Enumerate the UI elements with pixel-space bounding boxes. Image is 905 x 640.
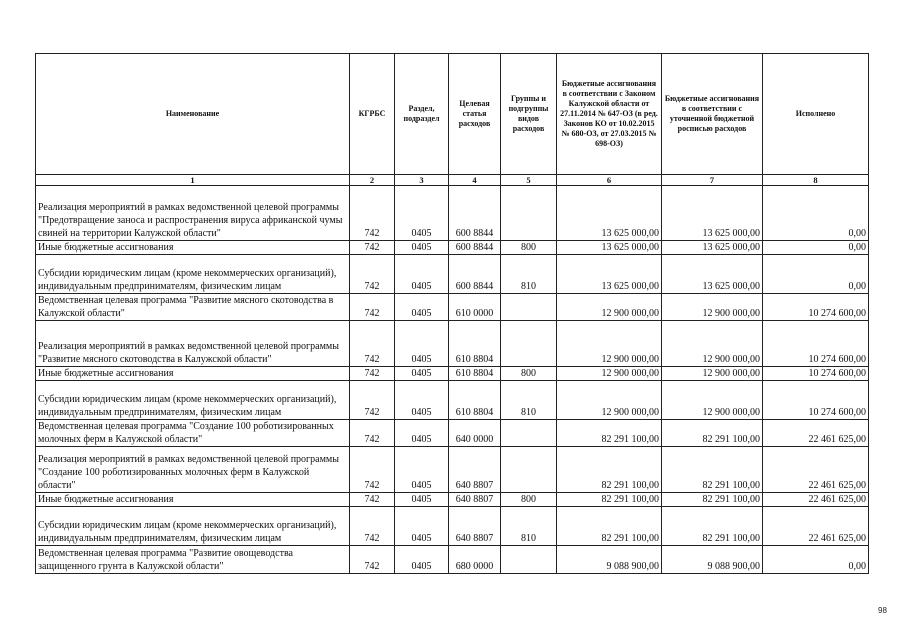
row-law-allocation: 82 291 100,00: [557, 420, 662, 447]
row-kgrbs: 742: [350, 381, 395, 420]
row-kgrbs: 742: [350, 241, 395, 255]
col-number: 6: [557, 175, 662, 186]
row-section: 0405: [395, 447, 449, 493]
row-refined-allocation: 82 291 100,00: [662, 447, 763, 493]
row-target-article: 610 8804: [449, 381, 501, 420]
row-refined-allocation: 12 900 000,00: [662, 321, 763, 367]
row-name: Иные бюджетные ассигнования: [36, 493, 350, 507]
row-expense-type: 810: [501, 255, 557, 294]
row-kgrbs: 742: [350, 507, 395, 546]
row-expense-type: [501, 546, 557, 574]
col-number: 3: [395, 175, 449, 186]
row-expense-type: 800: [501, 493, 557, 507]
row-target-article: 600 8844: [449, 241, 501, 255]
header-expense-type: Группы и подгруппы видов расходов: [501, 54, 557, 175]
header-section: Раздел, подраздел: [395, 54, 449, 175]
table-row: [36, 294, 869, 321]
row-executed: 10 274 600,00: [763, 321, 869, 367]
row-section: 0405: [395, 255, 449, 294]
row-name: Ведомственная целевая программа "Создание 100 роботизированных молочных ферм в Калужской области": [36, 420, 350, 447]
row-expense-type: [501, 420, 557, 447]
header-target-article: Целевая статья расходов: [449, 54, 501, 175]
row-expense-type: [501, 447, 557, 493]
row-refined-allocation: 13 625 000,00: [662, 186, 763, 241]
row-expense-type: 800: [501, 367, 557, 381]
row-executed: 22 461 625,00: [763, 420, 869, 447]
row-name: Иные бюджетные ассигнования: [36, 241, 350, 255]
row-law-allocation: 82 291 100,00: [557, 507, 662, 546]
header-law-allocations: Бюджетные ассигнования в соответствии с Законом Калужской области от 27.11.2014 № 647-ОЗ (в ред. Законов КО от 10.02.2015 № 680-ОЗ, от 27.03.2015 № 698-ОЗ): [557, 54, 662, 175]
row-law-allocation: 13 625 000,00: [557, 241, 662, 255]
table-row: [36, 367, 869, 381]
row-kgrbs: 742: [350, 367, 395, 381]
row-target-article: 640 8807: [449, 447, 501, 493]
row-executed: 22 461 625,00: [763, 493, 869, 507]
row-kgrbs: 742: [350, 546, 395, 574]
row-expense-type: [501, 294, 557, 321]
header-refined-allocations: Бюджетные ассигнования в соответствии с уточненной бюджетной росписью расходов: [662, 54, 763, 175]
row-section: 0405: [395, 367, 449, 381]
row-section: 0405: [395, 493, 449, 507]
row-target-article: 610 8804: [449, 367, 501, 381]
row-refined-allocation: 9 088 900,00: [662, 546, 763, 574]
row-expense-type: 800: [501, 241, 557, 255]
row-law-allocation: 82 291 100,00: [557, 447, 662, 493]
budget-table-sheet: [35, 53, 868, 574]
row-name: Реализация мероприятий в рамках ведомственной целевой программы "Создание 100 роботизированных молочных ферм в Калужской области": [36, 447, 350, 493]
row-refined-allocation: 12 900 000,00: [662, 367, 763, 381]
row-executed: 0,00: [763, 546, 869, 574]
table-body: [36, 186, 869, 574]
row-expense-type: 810: [501, 507, 557, 546]
row-law-allocation: 82 291 100,00: [557, 493, 662, 507]
row-expense-type: 810: [501, 381, 557, 420]
row-target-article: 610 8804: [449, 321, 501, 367]
row-kgrbs: 742: [350, 294, 395, 321]
row-section: 0405: [395, 546, 449, 574]
col-number: 8: [763, 175, 869, 186]
row-kgrbs: 742: [350, 420, 395, 447]
table-row: [36, 321, 869, 367]
row-executed: 22 461 625,00: [763, 447, 869, 493]
row-law-allocation: 13 625 000,00: [557, 186, 662, 241]
row-section: 0405: [395, 321, 449, 367]
row-executed: 10 274 600,00: [763, 367, 869, 381]
row-target-article: 640 8807: [449, 507, 501, 546]
row-name: Ведомственная целевая программа "Развитие мясного скотоводства в Калужской области": [36, 294, 350, 321]
row-refined-allocation: 13 625 000,00: [662, 241, 763, 255]
row-kgrbs: 742: [350, 255, 395, 294]
row-name: Субсидии юридическим лицам (кроме некоммерческих организаций), индивидуальным предпринимателям, физическим лицам: [36, 507, 350, 546]
budget-table: [35, 53, 869, 574]
row-section: 0405: [395, 241, 449, 255]
row-target-article: 610 0000: [449, 294, 501, 321]
row-target-article: 680 0000: [449, 546, 501, 574]
col-number: 4: [449, 175, 501, 186]
row-law-allocation: 9 088 900,00: [557, 546, 662, 574]
row-name: Ведомственная целевая программа "Развитие овощеводства защищенного грунта в Калужской области": [36, 546, 350, 574]
row-executed: 22 461 625,00: [763, 507, 869, 546]
table-row: [36, 493, 869, 507]
col-number: 1: [36, 175, 350, 186]
table-row: [36, 546, 869, 574]
header-row: [36, 54, 869, 175]
row-refined-allocation: 13 625 000,00: [662, 255, 763, 294]
row-expense-type: [501, 321, 557, 367]
table-row: [36, 420, 869, 447]
row-section: 0405: [395, 294, 449, 321]
table-row: [36, 255, 869, 294]
row-target-article: 640 8807: [449, 493, 501, 507]
table-row: [36, 381, 869, 420]
col-number: 2: [350, 175, 395, 186]
header-kgrbs: КГРБС: [350, 54, 395, 175]
header-executed: Исполнено: [763, 54, 869, 175]
row-refined-allocation: 82 291 100,00: [662, 420, 763, 447]
table-row: [36, 447, 869, 493]
row-kgrbs: 742: [350, 186, 395, 241]
row-name: Субсидии юридическим лицам (кроме некоммерческих организаций), индивидуальным предпринимателям, физическим лицам: [36, 255, 350, 294]
column-number-row: [36, 175, 869, 186]
row-section: 0405: [395, 186, 449, 241]
row-refined-allocation: 82 291 100,00: [662, 507, 763, 546]
row-target-article: 600 8844: [449, 255, 501, 294]
row-name: Реализация мероприятий в рамках ведомственной целевой программы "Развитие мясного скотоводства в Калужской области": [36, 321, 350, 367]
row-law-allocation: 12 900 000,00: [557, 321, 662, 367]
header-name: Наименование: [36, 54, 350, 175]
row-kgrbs: 742: [350, 493, 395, 507]
row-law-allocation: 12 900 000,00: [557, 381, 662, 420]
row-law-allocation: 12 900 000,00: [557, 367, 662, 381]
row-section: 0405: [395, 507, 449, 546]
row-executed: 0,00: [763, 255, 869, 294]
row-executed: 10 274 600,00: [763, 294, 869, 321]
row-target-article: 640 0000: [449, 420, 501, 447]
row-refined-allocation: 82 291 100,00: [662, 493, 763, 507]
row-refined-allocation: 12 900 000,00: [662, 294, 763, 321]
row-name: Субсидии юридическим лицам (кроме некоммерческих организаций), индивидуальным предпринимателям, физическим лицам: [36, 381, 350, 420]
table-row: [36, 186, 869, 241]
row-target-article: 600 8844: [449, 186, 501, 241]
table-row: [36, 241, 869, 255]
row-kgrbs: 742: [350, 321, 395, 367]
row-executed: 10 274 600,00: [763, 381, 869, 420]
row-expense-type: [501, 186, 557, 241]
row-section: 0405: [395, 381, 449, 420]
row-executed: 0,00: [763, 186, 869, 241]
row-refined-allocation: 12 900 000,00: [662, 381, 763, 420]
row-name: Иные бюджетные ассигнования: [36, 367, 350, 381]
row-section: 0405: [395, 420, 449, 447]
row-law-allocation: 13 625 000,00: [557, 255, 662, 294]
row-law-allocation: 12 900 000,00: [557, 294, 662, 321]
row-kgrbs: 742: [350, 447, 395, 493]
col-number: 7: [662, 175, 763, 186]
page-number: 98: [878, 606, 887, 615]
table-row: [36, 507, 869, 546]
col-number: 5: [501, 175, 557, 186]
row-executed: 0,00: [763, 241, 869, 255]
row-name: Реализация мероприятий в рамках ведомственной целевой программы "Предотвращение заноса и распространения вируса африканской чумы свиней на территории Калужской области": [36, 186, 350, 241]
